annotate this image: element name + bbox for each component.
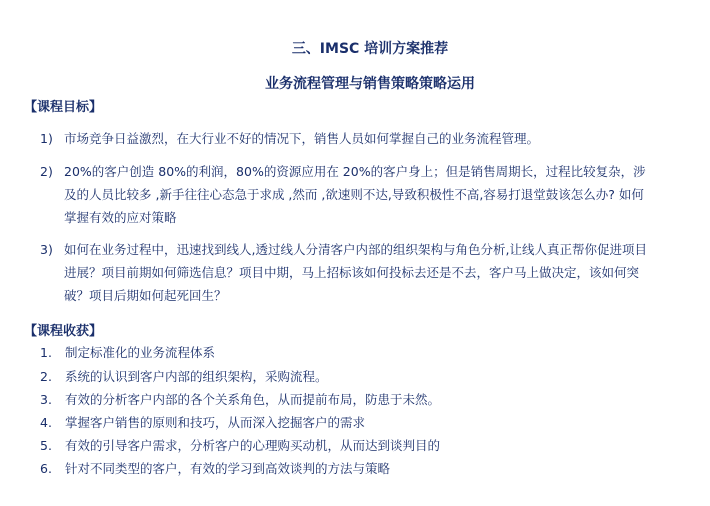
gain-item-text: 制定标准化的业务流程体系 xyxy=(65,345,216,360)
gain-item xyxy=(40,414,680,432)
goal-item-number: 3) xyxy=(40,242,53,257)
page-title: 三、IMSC 培训方案推荐 xyxy=(291,41,449,57)
section-heading-goals: 【课程目标】 xyxy=(24,100,103,115)
goal-item xyxy=(40,238,680,307)
goal-item xyxy=(40,127,680,150)
goal-item-text: 如何在业务过程中，迅速找到线人,透过线人分清客户内部的组织架构与角色分析,让线人真正帮你促进项目进展？项目前期如何筛选信息？项目中期，马上招标该如何投标去还是不去，客户马上做决定，该如何突破？项目后期如何起死回生？ xyxy=(64,242,647,303)
gain-item-text: 系统的认识到客户内部的组织架构，采购流程。 xyxy=(65,369,328,384)
gain-item-number: 3. xyxy=(40,392,52,407)
goal-item-text: 市场竞争日益激烈，在大行业不好的情况下，销售人员如何掌握自己的业务流程管理。 xyxy=(64,131,540,146)
gain-item xyxy=(40,460,680,478)
section-heading-gains: 【课程收获】 xyxy=(24,324,103,339)
gain-item xyxy=(40,391,680,409)
gain-item-number: 5. xyxy=(40,438,52,453)
gain-item-number: 2. xyxy=(40,369,52,384)
goal-item-number: 2) xyxy=(40,164,53,179)
gain-item-number: 1. xyxy=(40,345,52,360)
gain-item-number: 4. xyxy=(40,415,52,430)
gain-item-text: 掌握客户销售的原则和技巧，从而深入挖掘客户的需求 xyxy=(65,415,366,430)
gain-item-text: 针对不同类型的客户，有效的学习到高效谈判的方法与策略 xyxy=(65,461,391,476)
goal-item-text: 20%的客户创造 80%的利润，80%的资源应用在 20%的客户身上；但是销售周期长，过程比较复杂，涉及的人员比较多 ,新手往往心态急于求成 ,然而 ,欲速则不达,导致积极性不高,容易打退堂鼓该怎么办? 如何掌握有效的应对策略 xyxy=(64,164,646,225)
gain-item-text: 有效的引导客户需求，分析客户的心理购买动机，从而达到谈判目的 xyxy=(65,438,441,453)
goal-item xyxy=(40,160,680,229)
gain-item-number: 6. xyxy=(40,461,52,476)
goal-item-number: 1) xyxy=(40,131,53,146)
gain-item xyxy=(40,437,680,455)
gain-item-text: 有效的分析客户内部的各个关系角色，从而提前布局，防患于未然。 xyxy=(65,392,441,407)
gain-item xyxy=(40,344,680,362)
page-subtitle: 业务流程管理与销售策略策略运用 xyxy=(265,76,475,92)
gain-item xyxy=(40,368,680,386)
